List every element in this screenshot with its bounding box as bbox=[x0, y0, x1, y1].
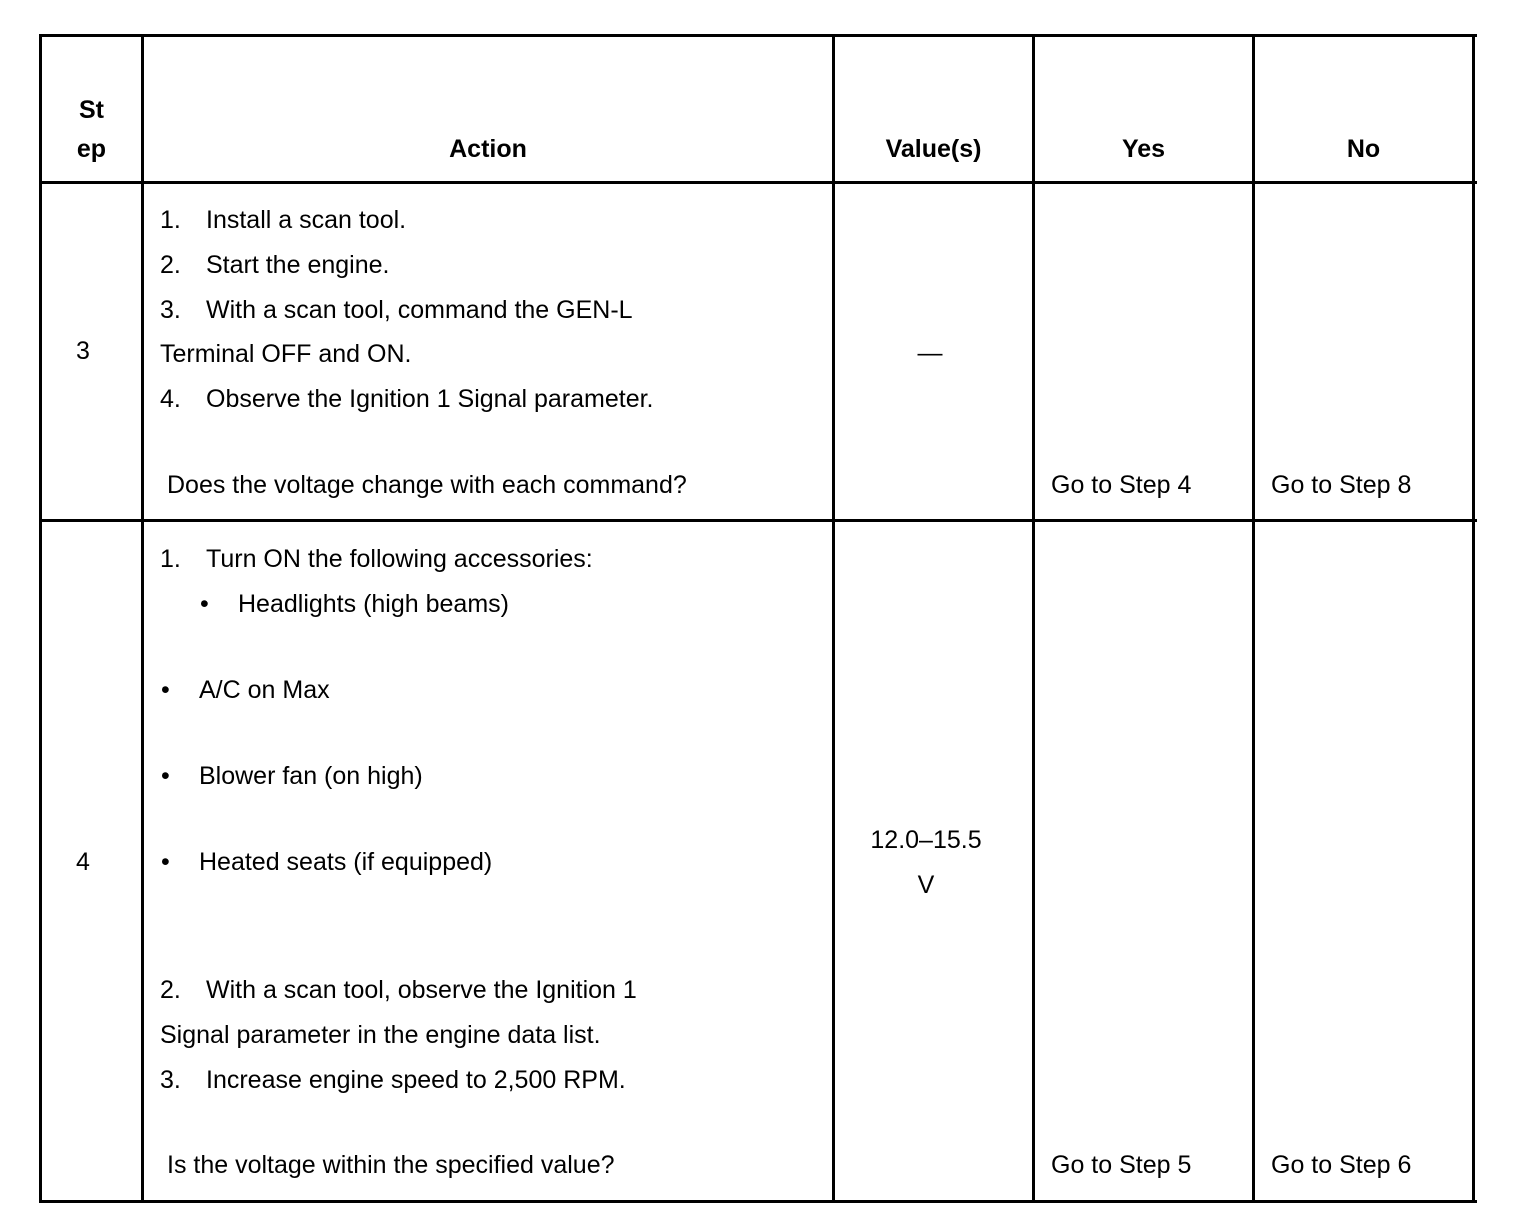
action-line: 4. Observe the Ignition 1 Signal parameter. bbox=[160, 385, 654, 414]
table-left-border bbox=[39, 34, 42, 1203]
action-question: Is the voltage within the specified value? bbox=[167, 1151, 615, 1179]
yes-result: Go to Step 5 bbox=[1051, 1151, 1192, 1179]
table-top-border bbox=[39, 34, 1477, 37]
header-no: No bbox=[1346, 135, 1381, 163]
header-step-line1: St bbox=[79, 96, 104, 124]
action-line: 2. Start the engine. bbox=[160, 250, 390, 279]
value-range: 12.0–15.5 bbox=[870, 826, 982, 854]
accessory-item: • Blower fan (on high) bbox=[161, 754, 423, 799]
action-question: Does the voltage change with each command? bbox=[167, 471, 687, 499]
accessory-item: • Heated seats (if equipped) bbox=[161, 840, 492, 885]
no-result: Go to Step 8 bbox=[1271, 471, 1412, 499]
step-number: 4 bbox=[76, 848, 90, 876]
action-line: 1. Install a scan tool. bbox=[160, 206, 407, 234]
action-line: Signal parameter in the engine data list. bbox=[160, 1020, 601, 1049]
bullet-icon: • bbox=[161, 676, 170, 704]
action-line: 3. Increase engine speed to 2,500 RPM. bbox=[160, 1065, 626, 1094]
step-number: 3 bbox=[76, 337, 90, 365]
action-intro-line: 1. Turn ON the following accessories: bbox=[160, 545, 593, 573]
bullet-icon: • bbox=[161, 848, 170, 876]
row-divider bbox=[39, 519, 1477, 522]
action-line: Terminal OFF and ON. bbox=[160, 340, 412, 369]
action-step-list bbox=[160, 198, 654, 422]
accessory-item: • Headlights (high beams) bbox=[200, 582, 509, 627]
bullet-icon: • bbox=[161, 762, 170, 790]
no-result: Go to Step 6 bbox=[1271, 1151, 1412, 1179]
column-divider-step-action bbox=[141, 34, 144, 1203]
value-cell: — bbox=[917, 339, 943, 367]
action-step-list bbox=[160, 968, 637, 1102]
header-bottom-border bbox=[39, 181, 1477, 184]
bullet-icon: • bbox=[200, 590, 209, 618]
yes-result: Go to Step 4 bbox=[1051, 471, 1192, 499]
action-line: 2. With a scan tool, observe the Ignition 1 bbox=[160, 976, 637, 1004]
header-step bbox=[42, 91, 141, 169]
column-divider-value-yes bbox=[1032, 34, 1035, 1203]
header-yes: Yes bbox=[1121, 135, 1166, 163]
accessory-item: • A/C on Max bbox=[161, 668, 330, 713]
value-unit: V bbox=[917, 870, 935, 899]
table-bottom-border bbox=[39, 1200, 1477, 1203]
column-divider-yes-no bbox=[1252, 34, 1255, 1203]
value-cell bbox=[835, 818, 1017, 908]
header-values: Value(s) bbox=[885, 135, 982, 163]
header-action: Action bbox=[449, 135, 527, 163]
action-line: 3. With a scan tool, command the GEN-L bbox=[160, 295, 633, 324]
header-step-line2: ep bbox=[76, 135, 107, 163]
column-divider-action-value bbox=[832, 34, 835, 1203]
table-right-border bbox=[1472, 34, 1475, 1203]
